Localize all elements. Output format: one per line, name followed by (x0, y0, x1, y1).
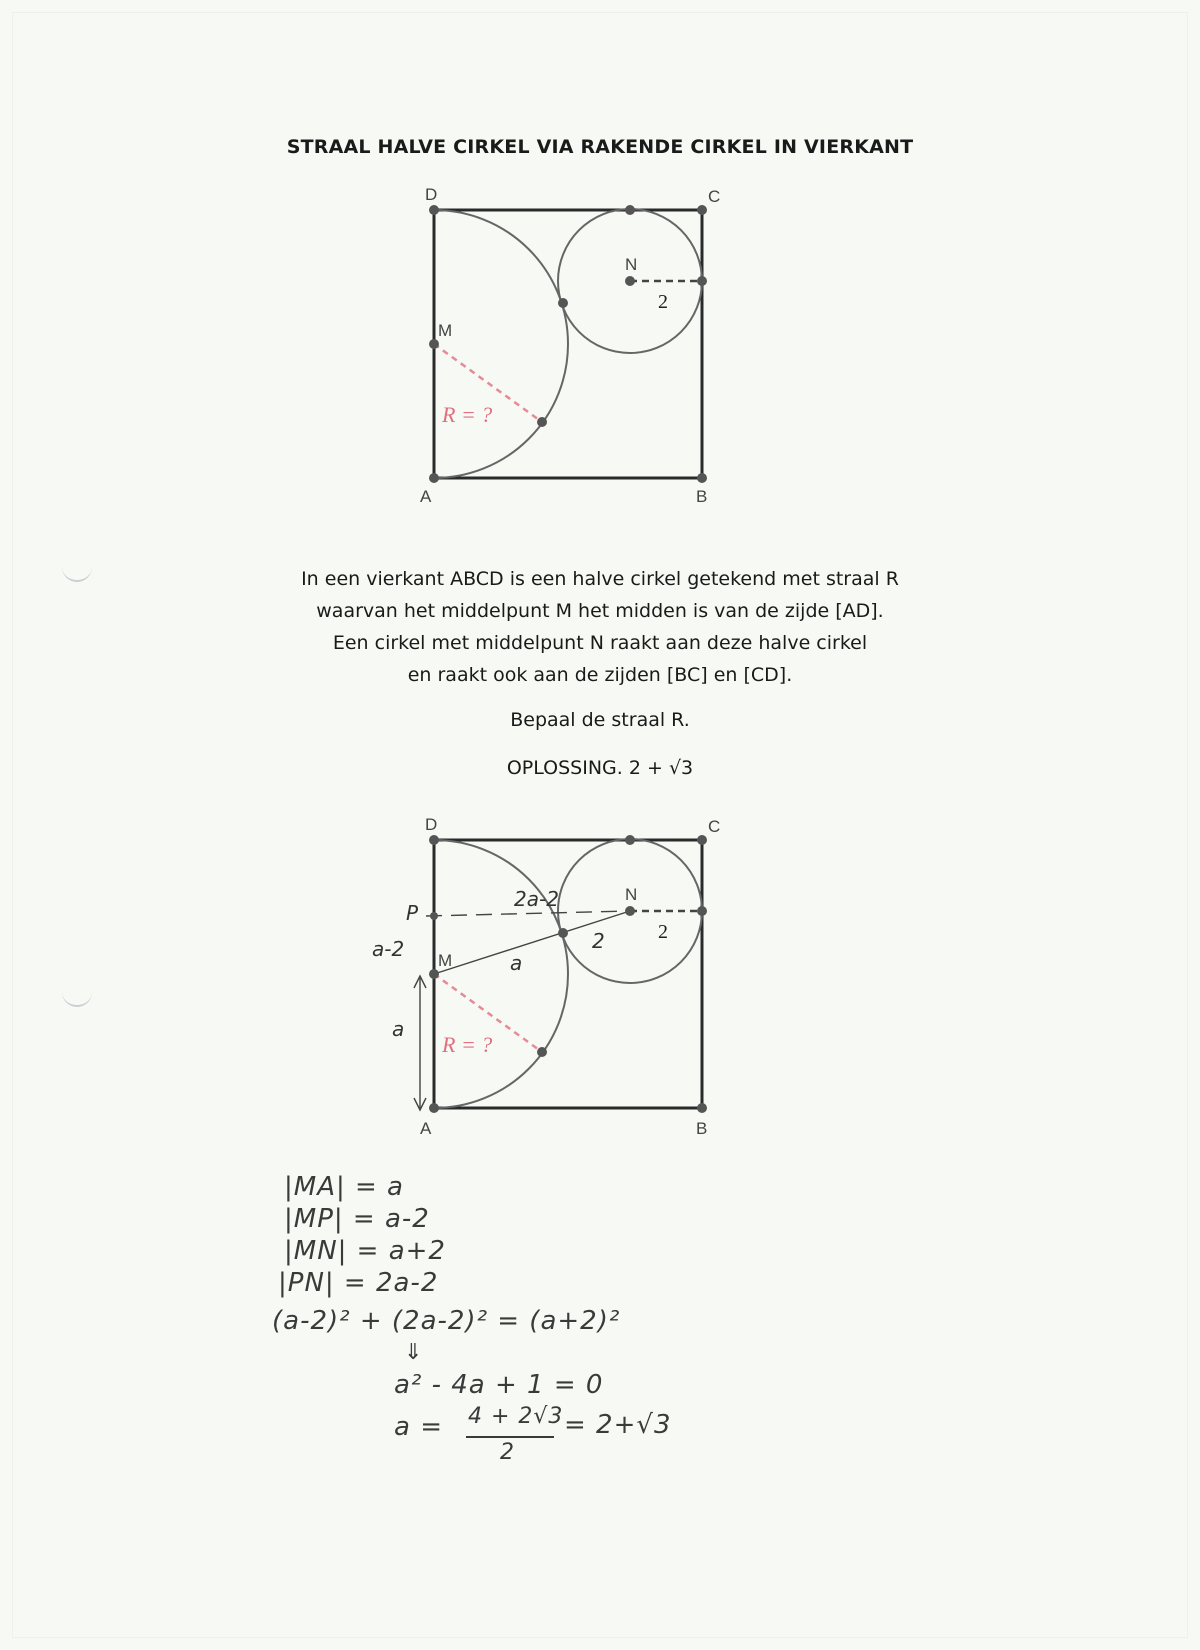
hand-fraction-denominator: 2 (500, 1440, 515, 1465)
label-b: B (696, 487, 708, 506)
half-circle (434, 210, 568, 478)
hand-line-ma: |MA| = a (284, 1172, 404, 1202)
point-tangent-bc (697, 906, 707, 916)
hand-label-mn-a: a (510, 951, 523, 975)
label-m: M (438, 951, 453, 970)
problem-statement (0, 563, 1200, 691)
label-m: M (438, 321, 453, 340)
hand-line-result: = 2+√3 (564, 1410, 672, 1440)
label-r-question: R = ? (442, 402, 493, 427)
hand-label-mn-2: 2 (592, 929, 605, 953)
point-n (625, 906, 635, 916)
point-m (429, 969, 439, 979)
point-on-half-circle (537, 1047, 547, 1057)
label-d: D (425, 815, 438, 834)
label-d: D (425, 185, 438, 204)
hand-implies-arrow: ⇓ (404, 1340, 424, 1365)
figure-top (0, 180, 1200, 540)
figure-bottom (0, 800, 1200, 1160)
label-n: N (625, 885, 638, 904)
solution: OPLOSSING. 2 + √3 (506, 757, 694, 779)
problem-line: en raakt ook aan de zijden [BC] en [CD]. (407, 664, 793, 686)
hand-label-mp: a-2 (372, 937, 405, 961)
problem-line: waarvan het middelpunt M het midden is van de zijde [AD]. (316, 600, 884, 622)
hand-line-pn: |PN| = 2a-2 (278, 1268, 439, 1298)
label-a: A (420, 487, 432, 506)
point-a (429, 1103, 439, 1113)
point-tangent-cd (625, 835, 635, 845)
hand-line-mp: |MP| = a-2 (284, 1204, 430, 1234)
point-tangent-circles (558, 298, 568, 308)
hand-label-pn: 2a-2 (514, 887, 559, 911)
point-tangent-bc (697, 276, 707, 286)
label-r-question: R = ? (442, 1032, 493, 1057)
hand-fraction-numerator: 4 + 2√3 (468, 1404, 564, 1429)
label-n: N (625, 255, 638, 274)
hand-line-equation: (a-2)² + (2a-2)² = (a+2)² (272, 1306, 621, 1336)
point-a (429, 473, 439, 483)
problem-line: Een cirkel met middelpunt N raakt aan deze halve cirkel (332, 632, 868, 654)
point-d (429, 205, 439, 215)
label-radius-2: 2 (658, 291, 668, 313)
label-a: A (420, 1119, 432, 1138)
point-b (697, 473, 707, 483)
point-m (429, 339, 439, 349)
hand-fraction-bar (466, 1436, 554, 1438)
question: Bepaal de straal R. (510, 709, 690, 731)
hand-label-p: P (406, 901, 419, 925)
point-tangent-circles (558, 928, 568, 938)
label-radius-2: 2 (658, 921, 668, 943)
page-title: STRAAL HALVE CIRKEL VIA RAKENDE CIRKEL IN VIERKANT (286, 136, 914, 158)
label-c: C (708, 817, 721, 836)
label-c: C (708, 187, 721, 206)
point-c (697, 835, 707, 845)
point-tangent-cd (625, 205, 635, 215)
problem-line: In een vierkant ABCD is een halve cirkel getekend met straal R (301, 568, 899, 590)
hand-line-mn: |MN| = a+2 (284, 1236, 446, 1266)
point-p (430, 912, 438, 920)
point-d (429, 835, 439, 845)
label-b: B (696, 1119, 708, 1138)
point-b (697, 1103, 707, 1113)
hand-line-a-equals: a = (394, 1412, 443, 1442)
geometry-diagram-annotated (0, 800, 1200, 1160)
hand-line-quadratic: a² - 4a + 1 = 0 (394, 1370, 604, 1400)
geometry-diagram (0, 180, 1200, 540)
segment-pn-dashed (426, 911, 630, 916)
hand-label-ma: a (392, 1017, 405, 1041)
point-c (697, 205, 707, 215)
point-n (625, 276, 635, 286)
half-circle (434, 840, 568, 1108)
point-on-half-circle (537, 417, 547, 427)
